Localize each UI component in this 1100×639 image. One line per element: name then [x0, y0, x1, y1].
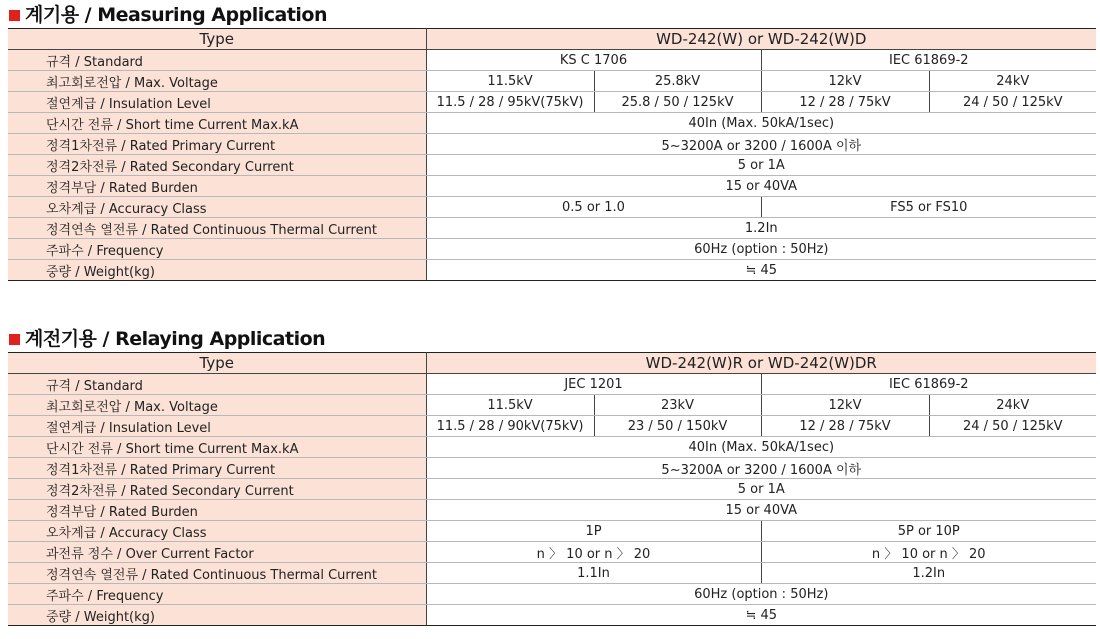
table-row: [8, 197, 1096, 218]
relaying-section: [8, 326, 1096, 626]
cell-value: 5 or 1A: [426, 155, 1096, 176]
cell-value: 24 / 50 / 125kV: [929, 416, 1096, 437]
table-row: [8, 374, 1096, 395]
cell-value: n 〉 10 or n 〉 20: [426, 542, 761, 563]
cell-value: 12 / 28 / 75kV: [761, 416, 929, 437]
cell-value: 11.5 / 28 / 95kV(75kV): [426, 92, 594, 113]
table-row: [8, 71, 1096, 92]
cell-value: 15 or 40VA: [426, 500, 1096, 521]
cell-value: 12 / 28 / 75kV: [761, 92, 929, 113]
relaying-title: [8, 326, 1096, 352]
table-row: [8, 437, 1096, 458]
cell-value: 60Hz (option : 50Hz): [426, 239, 1096, 260]
table-row: [8, 92, 1096, 113]
table-row: [8, 458, 1096, 479]
row-label: 단시간 전류 / Short time Current Max.kA: [8, 113, 426, 134]
cell-value: 5P or 10P: [761, 521, 1096, 542]
cell-value: 40In (Max. 50kA/1sec): [426, 437, 1096, 458]
cell-value: 11.5kV: [426, 395, 594, 416]
row-label: 정격1차전류 / Rated Primary Current: [8, 134, 426, 155]
cell-value: 12kV: [761, 395, 929, 416]
measuring-spec-table: [8, 28, 1096, 281]
table-row: [8, 155, 1096, 176]
row-label: 규격 / Standard: [8, 50, 426, 71]
row-label: 정격연속 열전류 / Rated Continuous Thermal Current: [8, 218, 426, 239]
cell-value: IEC 61869-2: [761, 374, 1096, 395]
square-bullet-icon: [9, 334, 20, 345]
table-row: [8, 395, 1096, 416]
row-label: 정격연속 열전류 / Rated Continuous Thermal Current: [8, 563, 426, 584]
row-label: 최고회로전압 / Max. Voltage: [8, 71, 426, 92]
row-label: 정격부담 / Rated Burden: [8, 176, 426, 197]
model-header: WD-242(W)R or WD-242(W)DR: [426, 353, 1096, 374]
table-row: [8, 521, 1096, 542]
row-label: 정격2차전류 / Rated Secondary Current: [8, 479, 426, 500]
cell-value: 1.1In: [426, 563, 761, 584]
cell-value: 24kV: [929, 71, 1096, 92]
type-header: Type: [8, 353, 426, 374]
row-label: 단시간 전류 / Short time Current Max.kA: [8, 437, 426, 458]
table-row: [8, 218, 1096, 239]
table-row: [8, 563, 1096, 584]
table-row: [8, 479, 1096, 500]
cell-value: ≒ 45: [426, 260, 1096, 281]
row-label: 절연계급 / Insulation Level: [8, 416, 426, 437]
table-row: [8, 176, 1096, 197]
cell-value: 23 / 50 / 150kV: [594, 416, 761, 437]
measuring-title: [8, 2, 1096, 28]
row-label: 오차계급 / Accuracy Class: [8, 197, 426, 218]
table-row: [8, 416, 1096, 437]
table-row: [8, 260, 1096, 281]
row-label: 최고회로전압 / Max. Voltage: [8, 395, 426, 416]
row-label: 규격 / Standard: [8, 374, 426, 395]
cell-value: 23kV: [594, 395, 761, 416]
cell-value: KS C 1706: [426, 50, 761, 71]
cell-value: 1P: [426, 521, 761, 542]
cell-value: 25.8kV: [594, 71, 761, 92]
cell-value: 15 or 40VA: [426, 176, 1096, 197]
model-header: WD-242(W) or WD-242(W)D: [426, 29, 1096, 50]
row-label: 주파수 / Frequency: [8, 239, 426, 260]
cell-value: 24kV: [929, 395, 1096, 416]
row-label: 절연계급 / Insulation Level: [8, 92, 426, 113]
table-header-row: [8, 353, 1096, 374]
cell-value: 60Hz (option : 50Hz): [426, 584, 1096, 605]
cell-value: ≒ 45: [426, 605, 1096, 626]
type-header: Type: [8, 29, 426, 50]
row-label: 중량 / Weight(kg): [8, 260, 426, 281]
table-row: [8, 500, 1096, 521]
relaying-title-text: 계전기용 / Relaying Application: [25, 328, 326, 350]
table-row: [8, 542, 1096, 563]
cell-value: 12kV: [761, 71, 929, 92]
row-label: 중량 / Weight(kg): [8, 605, 426, 626]
row-label: 정격부담 / Rated Burden: [8, 500, 426, 521]
row-label: 과전류 정수 / Over Current Factor: [8, 542, 426, 563]
cell-value: 5~3200A or 3200 / 1600A 이하: [426, 458, 1096, 479]
cell-value: 25.8 / 50 / 125kV: [594, 92, 761, 113]
measuring-title-text: 계기용 / Measuring Application: [25, 4, 327, 26]
row-label: 정격2차전류 / Rated Secondary Current: [8, 155, 426, 176]
table-header-row: [8, 29, 1096, 50]
measuring-section: [8, 2, 1096, 281]
cell-value: IEC 61869-2: [761, 50, 1096, 71]
row-label: 오차계급 / Accuracy Class: [8, 521, 426, 542]
square-bullet-icon: [9, 10, 20, 21]
cell-value: 1.2In: [761, 563, 1096, 584]
cell-value: 11.5kV: [426, 71, 594, 92]
table-row: [8, 50, 1096, 71]
cell-value: 5 or 1A: [426, 479, 1096, 500]
cell-value: JEC 1201: [426, 374, 761, 395]
cell-value: 24 / 50 / 125kV: [929, 92, 1096, 113]
table-row: [8, 605, 1096, 626]
cell-value: FS5 or FS10: [761, 197, 1096, 218]
cell-value: 40In (Max. 50kA/1sec): [426, 113, 1096, 134]
table-row: [8, 239, 1096, 260]
row-label: 주파수 / Frequency: [8, 584, 426, 605]
row-label: 정격1차전류 / Rated Primary Current: [8, 458, 426, 479]
cell-value: 11.5 / 28 / 90kV(75kV): [426, 416, 594, 437]
cell-value: 1.2In: [426, 218, 1096, 239]
cell-value: n 〉 10 or n 〉 20: [761, 542, 1096, 563]
cell-value: 5~3200A or 3200 / 1600A 이하: [426, 134, 1096, 155]
table-row: [8, 113, 1096, 134]
relaying-spec-table: [8, 352, 1096, 626]
cell-value: 0.5 or 1.0: [426, 197, 761, 218]
table-row: [8, 134, 1096, 155]
table-row: [8, 584, 1096, 605]
